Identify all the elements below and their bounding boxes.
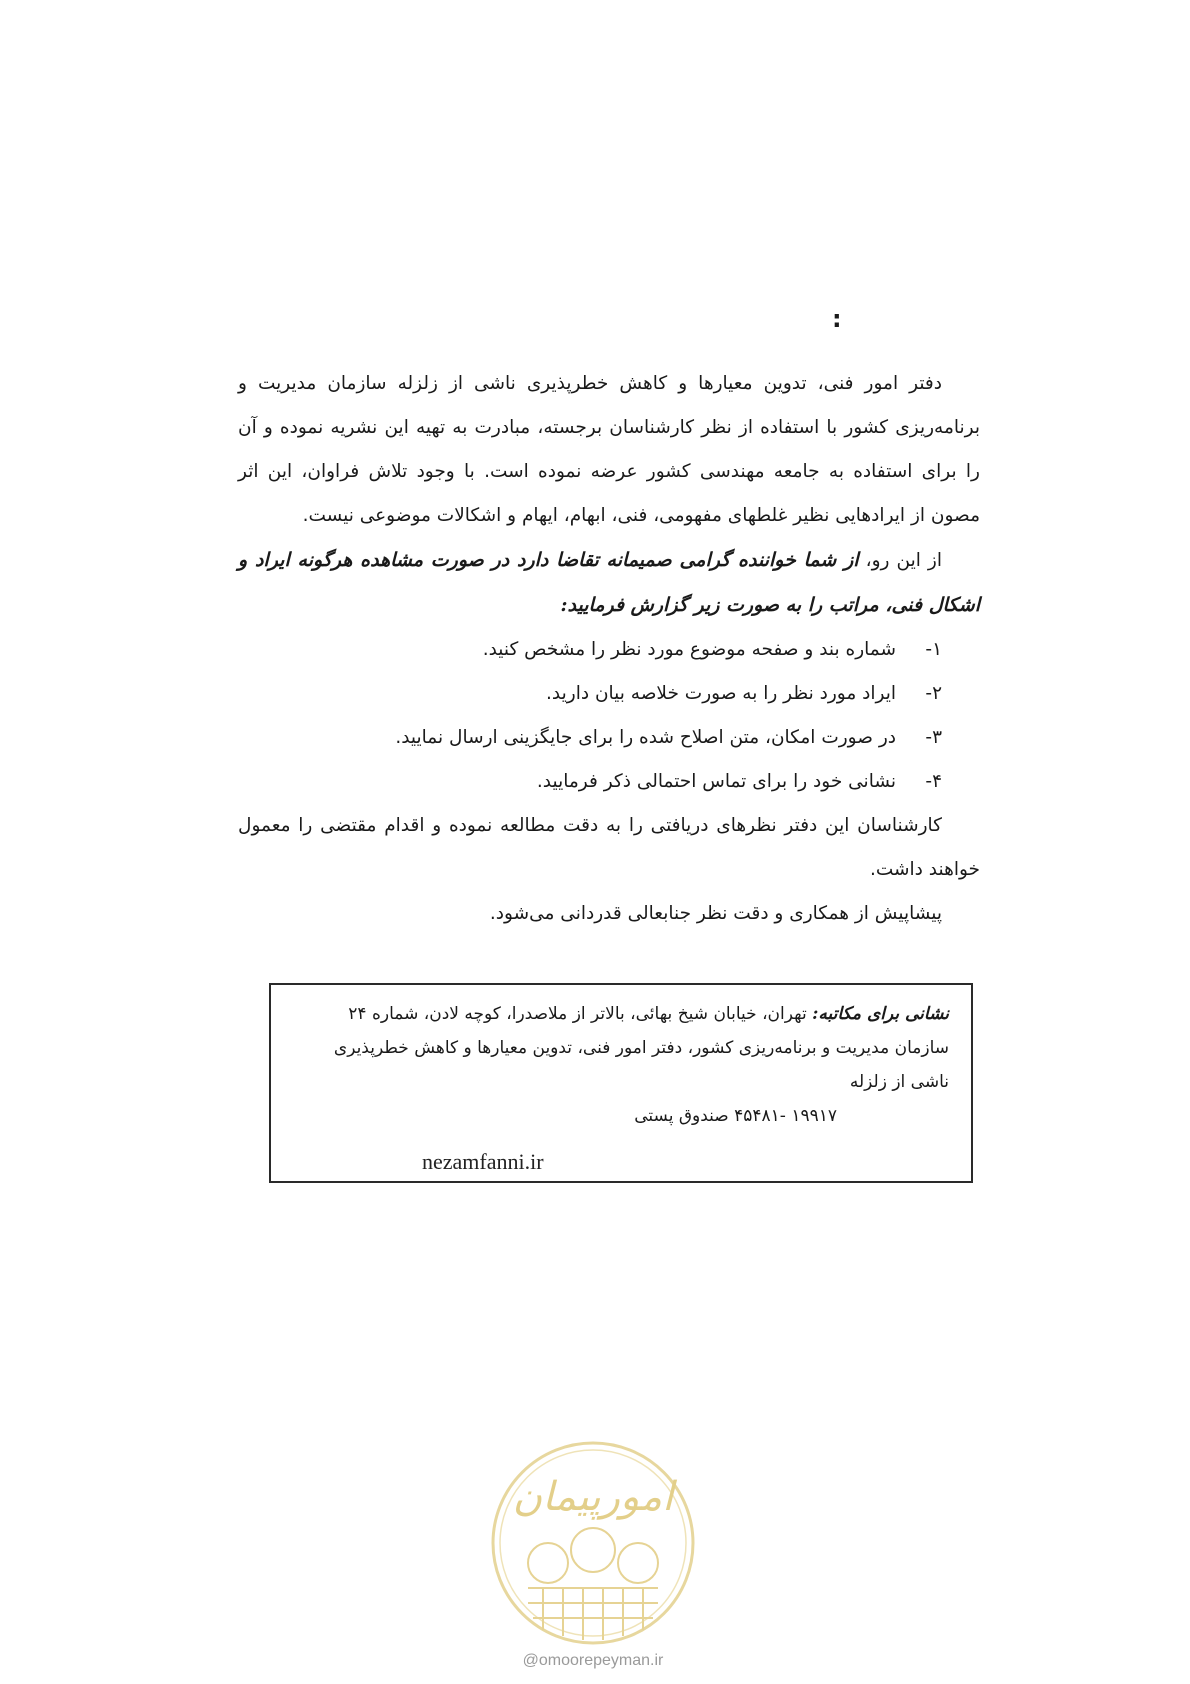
list-item (238, 672, 980, 716)
closing-paragraph: کارشناسان این دفتر نظرهای دریافتی را به دقت مطالعه نموده و اقدام مقتضی را معمول خواهند داشت. (238, 815, 980, 880)
address-line-2: سازمان مدیریت و برنامه‌ریزی کشور، دفتر امور فنی، تدوین معیارها و کاهش خطرپذیری ناشی از زلزله (333, 1038, 949, 1092)
request-emphasis: از شما خواننده گرامی صمیمانه تقاضا دارد در صورت مشاهده هرگونه ایراد و اشکال فنی، مراتب را به صورت زیر گزارش فرمایید: (238, 549, 980, 616)
body-text (238, 362, 980, 936)
step-text: در صورت امکان، متن اصلاح شده را برای جایگزینی ارسال نمایید. (395, 727, 896, 748)
postal-box: ۱۹۹۱۷ -۴۵۴۸۱ صندوق پستی (634, 1106, 837, 1126)
watermark-logo (488, 1438, 698, 1648)
step-number: ۴- (925, 771, 942, 792)
step-number: ۳- (925, 727, 942, 748)
request-lead: از این رو، (858, 550, 942, 571)
request-paragraph (238, 538, 980, 628)
step-number: ۲- (925, 683, 942, 704)
step-text: نشانی خود را برای تماس احتمالی ذکر فرمایید. (536, 771, 896, 792)
list-item (238, 628, 980, 672)
step-number: ۱- (925, 639, 942, 660)
list-item (238, 716, 980, 760)
intro-paragraph: دفتر امور فنی، تدوین معیارها و کاهش خطرپذیری ناشی از زلزله سازمان مدیریت و برنامه‌ریزی کشور با استفاده از نظر کارشناسان برجسته، مبادرت به تهیه این نشریه نموده و آن را برای استفاده به جامعه مهندسی کشور عرضه نموده است. با وجود تلاش فراوان، این اثر مصون از ایرادهایی نظیر غلطهای مفهومی، فنی، ابهام، ایهام و اشکالات موضوعی نیست. (238, 373, 980, 526)
step-text: ایراد مورد نظر را به صورت خلاصه بیان دارید. (546, 683, 896, 704)
watermark-caption: @omoorepeyman.ir (522, 1652, 664, 1669)
steps-list (238, 628, 980, 804)
address-label: نشانی برای مکاتبه: (812, 1004, 949, 1024)
address-box (269, 983, 973, 1183)
heading-colon: : (832, 305, 842, 333)
thanks-paragraph: پیشاپیش از همکاری و دقت نظر جنابعالی قدردانی می‌شود. (489, 903, 942, 924)
address-line-1 (303, 997, 949, 1031)
watermark-logo-text: امورپیمان (512, 1474, 674, 1520)
website-text: nezamfanni.ir (422, 1149, 544, 1174)
address-street: تهران، خیابان شیخ بهائی، بالاتر از ملاصدرا، کوچه لادن، شماره ۲۴ (348, 1004, 813, 1024)
step-text: شماره بند و صفحه موضوع مورد نظر را مشخص کنید. (482, 639, 896, 660)
list-item (238, 760, 980, 804)
